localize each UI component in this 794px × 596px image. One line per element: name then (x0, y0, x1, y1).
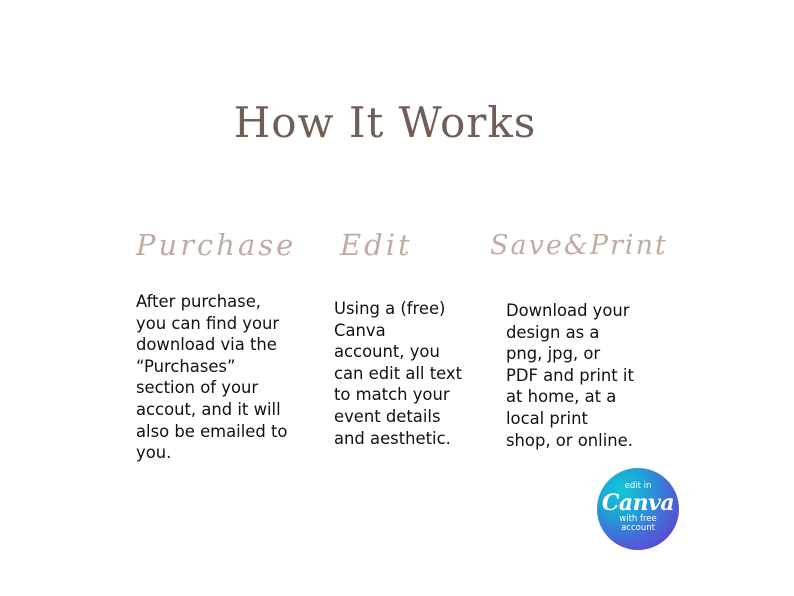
text-line: After purchase, (136, 292, 262, 311)
text-line: accout, and it will (136, 399, 281, 419)
text-line: PDF and print it (506, 365, 634, 385)
canva-badge (597, 468, 679, 550)
text-line: you can find your (136, 313, 280, 333)
badge-line-3: account (621, 523, 655, 533)
text-line: local print (506, 408, 588, 428)
text-line: png, jpg, or (506, 344, 601, 364)
text-line: Download your (506, 301, 630, 320)
text-line: shop, or online. (506, 430, 633, 450)
text-line: to match your (334, 385, 450, 405)
badge-line-2: with free (619, 514, 657, 524)
step-heading-edit: Edit (340, 228, 413, 262)
text-line: you. (136, 443, 172, 463)
step-heading-save-print: Save&Print (490, 230, 668, 261)
step-description-purchase (136, 291, 287, 464)
step-description-save-print (506, 300, 634, 451)
text-line: event details (334, 406, 441, 426)
text-line: and aesthetic. (334, 428, 451, 448)
text-line: design as a (506, 322, 600, 342)
step-description-edit (334, 298, 462, 449)
text-line: also be emailed to (136, 421, 288, 441)
text-line: Using a (free) (334, 299, 446, 318)
badge-top-text: edit in (624, 481, 652, 491)
text-line: account, you (334, 342, 440, 362)
text-line: section of your (136, 378, 259, 398)
text-line: download via the (136, 335, 277, 355)
text-line: can edit all text (334, 363, 463, 383)
step-heading-purchase: Purchase (136, 228, 297, 262)
page-title: How It Works (233, 98, 537, 147)
text-line: Canva (334, 320, 386, 340)
text-line: “Purchases” (136, 356, 236, 376)
text-line: at home, at a (506, 387, 617, 407)
canva-logo-text: Canva (601, 490, 675, 516)
